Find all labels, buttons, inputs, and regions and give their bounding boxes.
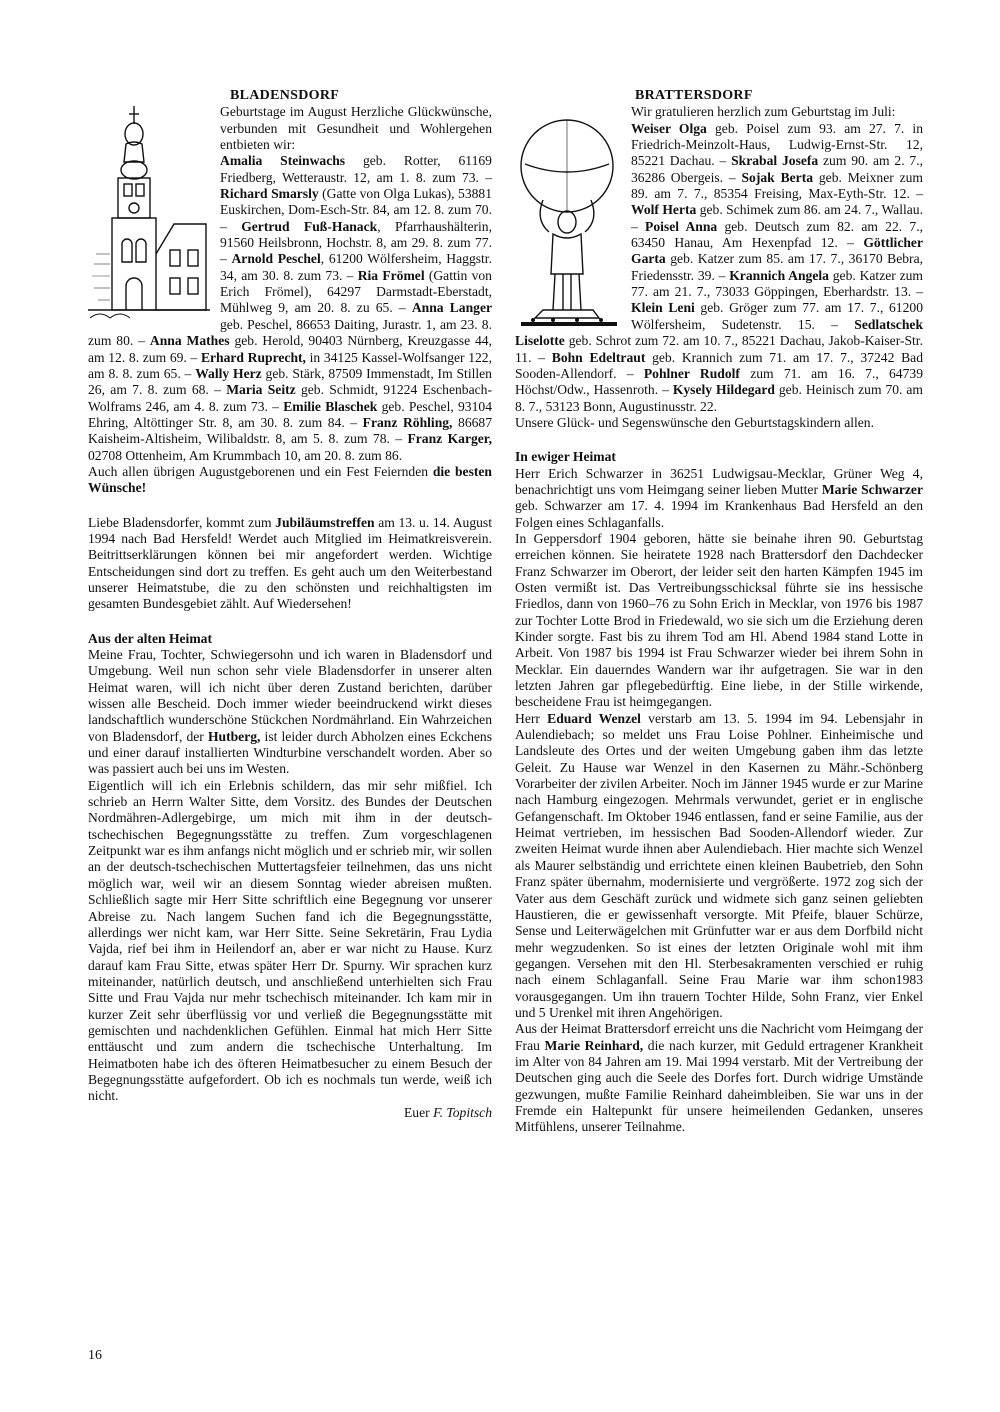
- obit2-post: verstarb am 13. 5. 1994 im 94. Lebensjahr in Aulendiebach; so meldet uns Frau Loise Pohlner. Einheimische und Landsleute des Ortes und der weiten Umgebung gaben ihm das letzte Geleit. Zu Hause war Wenzel in den Kasernen zu Mähr.-Schönberg Vorarbeiter der zivilen Arbeiter. Noch im Jänner 1945 wurde er zur Marine nach Hamburg eingezogen. Mehrmals verwundet, geriet er in englische Gefangenschaft. Im Oktober 1946 entlassen, fand er seine Familie, aus der Heimat vertrieben, im hessischen Bad Sooden-Allendorf wieder. Zur zweiten Heimat wurde ihnen aber Aulendiebach. Hier machte sich Wenzel als Maurer selbständig und errichtete einen kleinen Baubetrieb, den Sohn Franz später übernahm, modernisierte und vergrößerte. 1972 zog sich der Vater aus dem Geschäft zurück und widmete sich ganz seinen geliebten Haustieren, die er gewissenhaft versorgte. Mit Pfeife, blauer Schürze, Sense und Leiterwägelchen mit Grünfutter war er aus dem Dorfbild nicht mehr wegzudenken. So ist eines der letzten Originale wohl mit ihm gegangen. Versehen mit den Hl. Sterbesakramenten verschied er ruhig nach einem Schlaganfall. Seine Frau Marie war ihm schon1983 vorausgegangen. Um ihn trauern Tochter Hilde, Sohn Franz, vier Enkel und 5 Urenkel mit ihren Angehörigen.: [515, 710, 923, 1020]
- birthday-details: geb. Deutsch zum 82. am 22. 7., 63450 Hanau, Am Hexenpfad 12. –: [631, 218, 923, 251]
- article-paragraph-1: [88, 647, 492, 778]
- birthday-details: zum 90. am 2. 7., 36286 Obergeis. –: [631, 153, 923, 185]
- article-p1-bold: Hutberg,: [207, 728, 261, 744]
- birthday-details: geb. Schmidt, 91224 Eschenbach-Wolframs 246, am 4. 8. zum 73. –: [88, 382, 492, 414]
- birthday-details: geb. Heinisch zum 70. am 8. 7., 53123 Bonn, Augustinusstr. 22.: [515, 382, 923, 414]
- birthday-name: Maria Seitz: [226, 382, 296, 398]
- brattersdorf-heading: BRATTERSDORF: [635, 88, 753, 103]
- birthday-name: Weiser Olga: [631, 120, 707, 136]
- birthday-details: geb. Krannich zum 71. am 17. 7., 37242 Bad Sooden-Allendorf. –: [515, 349, 923, 381]
- birthday-name: Emilie Blaschek: [283, 398, 378, 414]
- bladensdorf-closing: [88, 464, 492, 497]
- obit1-post: geb. Schwarzer am 17. 4. 1994 im Krankenhaus Bad Hersfeld an den Folgen eines Schlaganfalls.: [515, 498, 923, 530]
- article-p1-pre: Meine Frau, Tochter, Schwiegersohn und ich waren in Bladensdorf und Umgebung. Weil nun schon sehr viele Bladensdorfer in unserer alten Heimat waren, will ich nicht über deren Zustand berichten, darüber wissen alle Bescheid. Doch immer wieder beeindruckend wirkt dieses landschaftlich wunderschöne Stückchen Nordmährland. Ein Wahrzeichen von Bladensdorf, der: [88, 647, 492, 744]
- birthday-name: Franz Röhling,: [362, 414, 453, 430]
- meeting-announcement: [88, 515, 492, 613]
- birthday-name: Sojak Berta: [741, 169, 814, 185]
- birthday-name: Skrabal Josefa: [731, 153, 819, 169]
- birthday-name: Wolf Herta: [631, 202, 697, 218]
- article-p1-post: ist leider durch Abholzen eines Eckchens und einer darauf installierten Windturbine verschandelt worden. Aber so was passiert auch bei uns im Westen.: [88, 728, 492, 777]
- birthday-name: Krannich Angela: [729, 267, 829, 283]
- birthday-name: Arnold Peschel: [231, 251, 321, 267]
- birthday-details: geb. Schimek zum 86. am 24. 7., Wallau. –: [631, 202, 923, 234]
- closing-bold: die besten Wünsche!: [88, 463, 492, 496]
- obit2-pre: Herr: [515, 710, 548, 726]
- birthday-name: Ria Frömel: [357, 267, 425, 283]
- left-column: [88, 88, 492, 1121]
- birthday-details: , 61200 Wölfersheim, Haggstr. 34, am 30. 8. zum 73. –: [220, 251, 492, 283]
- birthday-details: geb. Peschel, 86653 Daiting, Jurastr. 1, am 23. 8. zum 80. –: [88, 316, 492, 349]
- birthday-details: 86687 Kaisheim-Altisheim, Wilibaldstr. 8, am 5. 8. zum 78. –: [88, 414, 493, 447]
- birthday-name: Poisel Anna: [645, 218, 718, 234]
- bladensdorf-heading: BLADENSDORF: [230, 88, 340, 103]
- birthday-name: Franz Karger,: [407, 431, 492, 447]
- obit3-pre: Aus der Heimat Brattersdorf erreicht uns die Nachricht vom Heimgang der Frau: [515, 1021, 923, 1053]
- birthday-details: geb. Peschel, 93104 Ehring, Altöttinger Str. 8, am 30. 8. zum 84. –: [88, 398, 492, 430]
- page-number: 16: [88, 1348, 102, 1363]
- birthday-name: Klein Leni: [631, 300, 695, 316]
- signature-name: F. Topitsch: [433, 1104, 492, 1120]
- birthday-details: geb. Gröger zum 77. am 17. 7., 61200 Wölfersheim, Sudetenstr. 15. –: [631, 300, 923, 332]
- obituary-reinhard: [515, 1021, 923, 1135]
- birthday-name: Bohn Edeltraut: [551, 349, 646, 365]
- signature-pre: Euer: [404, 1104, 434, 1120]
- birthday-details: in 34125 Kassel-Wolfsanger 122, am 8. 8. zum 65. –: [88, 349, 493, 381]
- obit3-bold: Marie Reinhard,: [544, 1037, 644, 1053]
- meeting-post: am 13. u. 14. August 1994 nach Bad Hersfeld! Werdet auch Mitglied im Heimatkreisverein. Beitrittserklärungen können bei mir angefordert werden. Wichtige Entscheidungen sind dort zu treffen. Es geht auch um den Weiterbestand unserer Heimatstube, die zu den schönsten und reichhaltigsten im gesamten Bundesgebiet zählt. Auf Wiedersehen!: [88, 514, 492, 612]
- birthday-details: geb. Stärk, 87509 Immenstadt, Im Stillen 26, am 7. 8. zum 68. –: [88, 365, 492, 398]
- birthday-name: Pohlner Rudolf: [643, 365, 740, 381]
- obituary-schwarzer-2: In Geppersdorf 1904 geboren, hätte sie beinahe ihren 90. Geburtstag erreichen können. Sie heiratete 1928 nach Brattersdorf den Dachdecker Franz Schwarzer im Oberort, der leider seit den harten Kämpfen 1945 im Osten vermißt ist. Das Vertreibungsschicksal führte sie ins hessische Friedlos, dann von 1960–76 zu Sohn Erich in Mecklar, von 1976 bis 1987 zur Tochter Lotte Brod in Friedewald, wo sie sich um die Erziehung deren Kinder sorgte. Fast bis zu ihrem Tod am Hl. Abend 1984 stand Lotte in Arbeit. Von 1987 bis 1994 ist Frau Schwarzer wieder bei ihrem Sohn in Mecklar. Ein dauerndes Wandern war ihr aufgetragen. Sie war in den letzten Jahren gar pflegebedürftig. Eine liebe, in der Stille wirkende, bescheidene Frau ist heimgegangen.: [515, 530, 923, 710]
- obit2-bold: Eduard Wenzel: [547, 710, 641, 726]
- bladensdorf-intro: Geburtstage im August Herzliche Glückwünsche, verbunden mit Gesundheit und Wohlergehen entbieten wir:: [220, 104, 492, 153]
- birthday-details: , Pfarrhaushälterin, 91560 Heilsbronn, Hochstr. 8, am 29. 8. zum 77. –: [220, 218, 493, 267]
- birthday-details: geb. Katzer zum 77. am 21. 7., 73033 Göppingen, Eberhardstr. 13. –: [631, 267, 924, 300]
- brattersdorf-intro: Wir gratulieren herzlich zum Geburtstag im Juli:: [631, 104, 896, 120]
- birthday-name: Anna Langer: [411, 300, 493, 316]
- birthday-name: Gertrud Fuß-Hanack: [241, 218, 378, 234]
- birthday-name: Sedlatschek Liselotte: [515, 316, 923, 349]
- birthday-details: geb. Katzer zum 85. am 17. 7., 36170 Bebra, Friedensstr. 39. –: [631, 251, 923, 283]
- birthday-details: geb. Poisel zum 93. am 27. 7. in Friedrich-Meinzolt-Haus, Ludwig-Ernst-Str. 12, 85221 Dachau. –: [631, 120, 924, 169]
- birthday-details: geb. Herold, 90403 Nürnberg, Kreuzgasse 44, am 12. 8. zum 69. –: [88, 333, 492, 365]
- obit3-post: die nach kurzer, mit Geduld ertragener Krankheit im Alter von 84 Jahren am 19. Mai 1994 verstarb. Mit der Vertreibung der Deutschen ging auch die Seele des Dorfes fort. Durch widrige Umstände gezwungen, mußte Familie Reinhard daheimbleiben. Sie war uns in der Fremde ein Haltepunkt für unsere heimeilenden Gedanken, unseres Mitfühlens, unserer Teilnahme.: [515, 1037, 923, 1135]
- birthday-details: (Gatte von Olga Lukas), 53881 Euskirchen, Dom-Esch-Str. 84, am 12. 8. zum 70. –: [220, 186, 493, 234]
- birthday-details: geb. Schrot zum 72. am 10. 7., 85221 Dachau, Jakob-Kaiser-Str. 11. –: [515, 333, 923, 365]
- article-title: Aus der alten Heimat: [88, 630, 212, 646]
- birthday-details: (Gattin von Erich Frömel), 64297 Darmstadt-Eberstadt, Mühlweg 9, am 20. 8. zu 65. –: [220, 267, 492, 316]
- closing-text: Auch allen übrigen Augustgeborenen und ein Fest Feiernden: [88, 463, 433, 479]
- birthday-details: 02708 Ottenheim, Am Krummbach 10, am 20. 8. zum 86.: [88, 447, 403, 463]
- obit1-bold: Marie Schwarzer: [821, 481, 924, 497]
- birthday-name: Amalia Steinwachs: [220, 153, 346, 169]
- signature: [88, 1105, 492, 1121]
- atlas-statue-illustration: [513, 104, 625, 326]
- birthday-name: Richard Smarsly: [220, 186, 319, 202]
- church-illustration: [88, 104, 210, 320]
- birthday-name: Erhard Ruprecht,: [200, 349, 306, 365]
- obituary-wenzel: [515, 711, 923, 1022]
- meeting-pre: Liebe Bladensdorfer, kommt zum: [88, 514, 276, 530]
- birthday-name: Göttlicher Garta: [631, 235, 923, 267]
- obituary-title: In ewiger Heimat: [515, 449, 616, 465]
- obituary-schwarzer-1: [515, 466, 923, 531]
- right-column: [515, 88, 923, 1136]
- birthday-details: geb. Rotter, 61169 Friedberg, Wetteraustr. 12, am 1. 8. zum 73. –: [220, 153, 492, 185]
- birthday-name: Wally Herz: [195, 365, 262, 381]
- birthday-name: Anna Mathes: [149, 333, 230, 349]
- obit1-pre: Herr Erich Schwarzer in 36251 Ludwigsau-Mecklar, Grüner Weg 4, benachrichtigt uns vom Heimgang seiner lieben Mutter: [515, 465, 923, 497]
- article-paragraph-2: Eigentlich will ich ein Erlebnis schildern, das mir sehr mißfiel. Ich schrieb an Herrn Walter Sitte, dem Vorsitz. des Bundes der Deutschen Nordmähren-Adlergebirge, um mich mit ihm in der deutsch-tschechischen Begegnungsstätte zu treffen. Zum vorgeschlagenen Zeitpunkt war es ihm anfangs nicht möglich und er schrieb mir, wir sollen an der deutsch-tschechischen Muttertagsfeier teilnehmen, das uns nicht möglich war, weil wir an diesem Sonntag wieder abreisen mußten. Schließlich sagte mir Herr Sitte schriftlich eine Begegnung vor unserer Abreise zu. Nach langem Suchen fand ich die Begegnungsstätte, allerdings wer nicht kam, war Herr Sitte. Seine Sekretärin, Frau Lydia Vajda, rief bei ihm in Heilendorf an, aber er war nicht zu Hause. Kurz darauf kam Frau Sitte, etwas später Herr Dr. Spurny. Wir sprachen kurz miteinander, natürlich deutsch, und anschließend unterhielten sich Frau Sitte und Frau Vajda nur mehr tschechisch miteinander. Ich kam mir in kurzer Zeit sehr überflüssig vor und verließ die Begegnungsstätte mit gemischten und nachdenklichen Gefühlen. Einmal hat mich Herr Sitte enttäuscht und zum andern die tschechische Unterhaltung. Im Heimatboten habe ich des öfteren Heimatbesucher zu einem Besuch der Begegnungsstätte aufgefordert. Ob ich es nochmals tun werde, weiß ich nicht.: [88, 777, 492, 1104]
- birthday-details: zum 71. am 16. 7., 64739 Höchst/Odw., Hassenroth. –: [515, 365, 923, 398]
- meeting-bold: Jubiläumstreffen: [275, 514, 375, 530]
- birthday-details: geb. Meixner zum 89. am 7. 7., 85354 Freising, Max-Eyth-Str. 12. –: [631, 169, 923, 202]
- birthday-name: Kysely Hildegard: [672, 382, 775, 398]
- brattersdorf-closing: Unsere Glück- und Segenswünsche den Geburtstagskindern allen.: [515, 414, 875, 430]
